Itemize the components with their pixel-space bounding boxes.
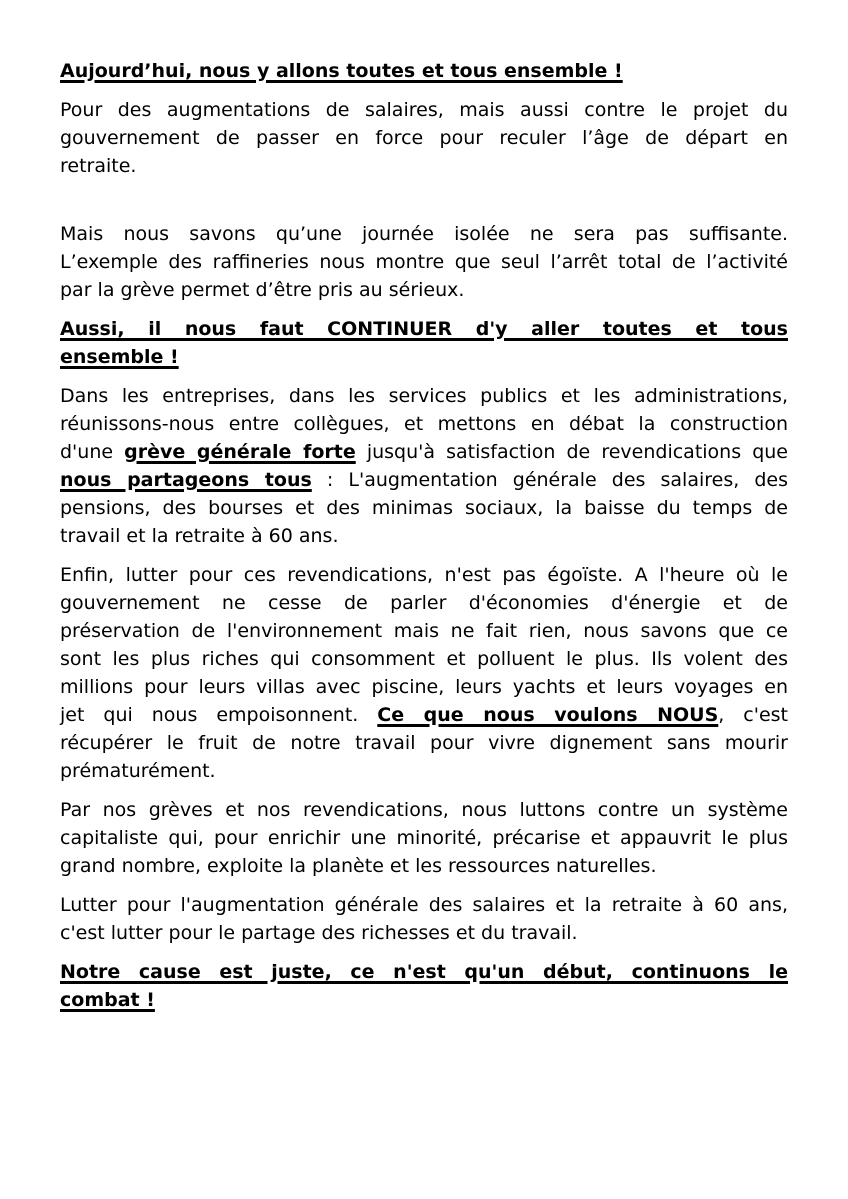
- text-segment: Mais nous savons qu’une journée isolée ne sera pas suffisante.: [60, 223, 788, 245]
- text-segment: gouvernement de passer en force pour reculer l’âge de départ en: [60, 127, 788, 149]
- emphasis-segment: Ce que nous voulons NOUS: [377, 704, 719, 726]
- text-line: [60, 96, 788, 124]
- text-segment: c'est lutter pour le partage des richesses et du travail.: [60, 922, 578, 944]
- text-segment: travail et la retraite à 60 ans.: [60, 525, 339, 547]
- text-segment: jet qui nous empoisonnent.: [60, 704, 378, 726]
- text-segment: Pour des augmentations de salaires, mais aussi contre le projet du: [60, 99, 788, 121]
- text-segment: Dans les entreprises, dans les services publics et les administrations,: [60, 385, 788, 407]
- heading-text: Aussi, il nous faut CONTINUER d'y aller toutes et tous: [60, 318, 788, 340]
- heading-continuer: [60, 315, 788, 371]
- heading-line: [60, 57, 788, 85]
- text-segment: grand nombre, exploite la planète et les ressources naturelles.: [60, 855, 657, 877]
- heading-line: [60, 986, 788, 1014]
- text-segment: par la grève permet d’être pris au sérieux.: [60, 279, 465, 301]
- text-segment: jusqu'à satisfaction de revendications que: [355, 441, 788, 463]
- paragraph-salaires: [60, 96, 788, 180]
- heading-line: [60, 315, 788, 343]
- text-line: [60, 919, 788, 947]
- heading-text: Notre cause est juste, ce n'est qu'un début, continuons le: [60, 961, 788, 983]
- text-segment: , c'est: [718, 704, 789, 726]
- paragraph-greve-generale: [60, 382, 788, 550]
- text-segment: Enfin, lutter pour ces revendications, n'est pas égoïste. A l'heure où le: [60, 564, 788, 586]
- text-segment: gouvernement ne cesse de parler d'économies d'énergie et de: [60, 592, 788, 614]
- heading-line: [60, 958, 788, 986]
- text-line: [60, 438, 788, 466]
- text-line: [60, 522, 788, 550]
- text-segment: Par nos grèves et nos revendications, nous luttons contre un système: [60, 799, 788, 821]
- empty-line: [60, 191, 788, 209]
- heading-text: ensemble !: [60, 346, 179, 368]
- text-line: [60, 796, 788, 824]
- emphasis-segment: nous partageons tous: [60, 469, 312, 491]
- emphasis-segment: grève générale forte: [124, 441, 356, 463]
- paragraph-lutter: [60, 891, 788, 947]
- text-line: [60, 152, 788, 180]
- text-segment: L’exemple des raffineries nous montre que seul l’arrêt total de l’activité: [60, 251, 788, 273]
- text-line: [60, 382, 788, 410]
- text-segment: retraite.: [60, 155, 137, 177]
- text-line: [60, 645, 788, 673]
- text-segment: capitaliste qui, pour enrichir une minorité, précarise et appauvrit le plus: [60, 827, 788, 849]
- text-segment: d'une: [60, 441, 125, 463]
- text-segment: sont les plus riches qui consomment et polluent le plus. Ils volent des: [60, 648, 788, 670]
- text-line: [60, 494, 788, 522]
- text-line: [60, 757, 788, 785]
- text-segment: pensions, des bourses et des minimas sociaux, la baisse du temps de: [60, 497, 788, 519]
- heading-text: Aujourd’hui, nous y allons toutes et tous ensemble !: [60, 60, 623, 82]
- text-line: [60, 276, 788, 304]
- text-line: [60, 824, 788, 852]
- text-segment: : L'augmentation générale des salaires, des: [311, 469, 789, 491]
- text-segment: préservation de l'environnement mais ne fait rien, nous savons que ce: [60, 620, 788, 642]
- heading-intro: [60, 57, 788, 85]
- text-line: [60, 617, 788, 645]
- paragraph-systeme-capitaliste: [60, 796, 788, 880]
- text-line: [60, 701, 788, 729]
- text-line: [60, 220, 788, 248]
- text-line: [60, 852, 788, 880]
- text-line: [60, 589, 788, 617]
- text-line: [60, 729, 788, 757]
- text-segment: récupérer le fruit de notre travail pour vivre dignement sans mourir: [60, 732, 788, 754]
- text-line: [60, 561, 788, 589]
- heading-combat: [60, 958, 788, 1014]
- text-line: [60, 891, 788, 919]
- text-segment: Lutter pour l'augmentation générale des salaires et la retraite à 60 ans,: [60, 894, 788, 916]
- heading-line: [60, 343, 788, 371]
- text-segment: millions pour leurs villas avec piscine, leurs yachts et leurs voyages en: [60, 676, 788, 698]
- text-line: [60, 673, 788, 701]
- text-line: [60, 466, 788, 494]
- text-segment: prématurément.: [60, 760, 216, 782]
- text-line: [60, 248, 788, 276]
- text-segment: réunissons-nous entre collègues, et mettons en débat la construction: [60, 413, 788, 435]
- paragraph-journee-isolee: [60, 220, 788, 304]
- paragraph-revendications: [60, 561, 788, 785]
- text-line: [60, 410, 788, 438]
- heading-text: combat !: [60, 989, 155, 1011]
- text-line: [60, 124, 788, 152]
